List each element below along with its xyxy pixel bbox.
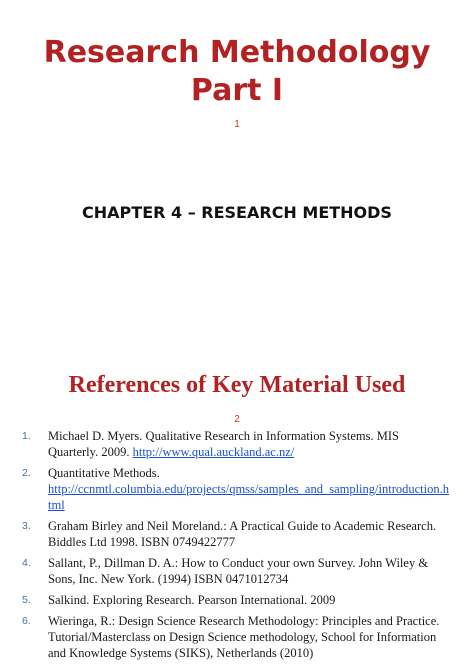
- slide-title-line-2: Part I: [190, 73, 284, 108]
- reference-link[interactable]: http://ccnmtl.columbia.edu/projects/qmss/samples_and_sampling/introduction.html: [48, 482, 449, 512]
- list-item: [0, 592, 474, 608]
- list-item-number: 3.: [22, 520, 31, 532]
- list-item-number: 1.: [22, 430, 31, 442]
- slide-title-line-1: Research Methodology: [43, 35, 431, 70]
- chapter-heading: CHAPTER 4 – RESEARCH METHODS: [82, 203, 392, 222]
- references-title: References of Key Material Used: [68, 372, 406, 398]
- page-number: 2: [234, 414, 240, 425]
- list-item: [0, 555, 474, 587]
- list-item-number: 6.: [22, 615, 31, 627]
- page-number: 1: [234, 119, 240, 130]
- list-item-text: Michael D. Myers. Qualitative Research in Information Systems. MIS Quarterly. 2009.: [48, 429, 399, 459]
- list-item-number: 2.: [22, 467, 31, 479]
- references-list: [0, 428, 474, 666]
- list-item-text: Quantitative Methods.: [48, 466, 160, 480]
- list-item: [0, 465, 474, 513]
- list-item-number: 5.: [22, 594, 31, 606]
- reference-link[interactable]: http://www.qual.auckland.ac.nz/: [132, 445, 295, 459]
- list-item-text: Graham Birley and Neil Moreland.: A Practical Guide to Academic Research. Biddles Ltd 1998. ISBN 0749422777: [48, 519, 437, 549]
- list-item: [0, 428, 474, 460]
- list-item-text: Wieringa, R.: Design Science Research Methodology: Principles and Practice. Tutorial/Masterclass on Design Science methodology, School for Information and Knowledge Systems (SIKS), Netherlands (2010): [48, 614, 440, 660]
- slide-2: [0, 340, 474, 660]
- list-item-text: Salkind. Exploring Research. Pearson International. 2009: [48, 593, 336, 607]
- list-item: [0, 518, 474, 550]
- list-item: [0, 613, 474, 661]
- list-item-text: Sallant, P., Dillman D. A.: How to Conduct your own Survey. John Wiley & Sons, Inc. New York. (1994) ISBN 0471012734: [48, 556, 429, 586]
- list-item-number: 4.: [22, 557, 31, 569]
